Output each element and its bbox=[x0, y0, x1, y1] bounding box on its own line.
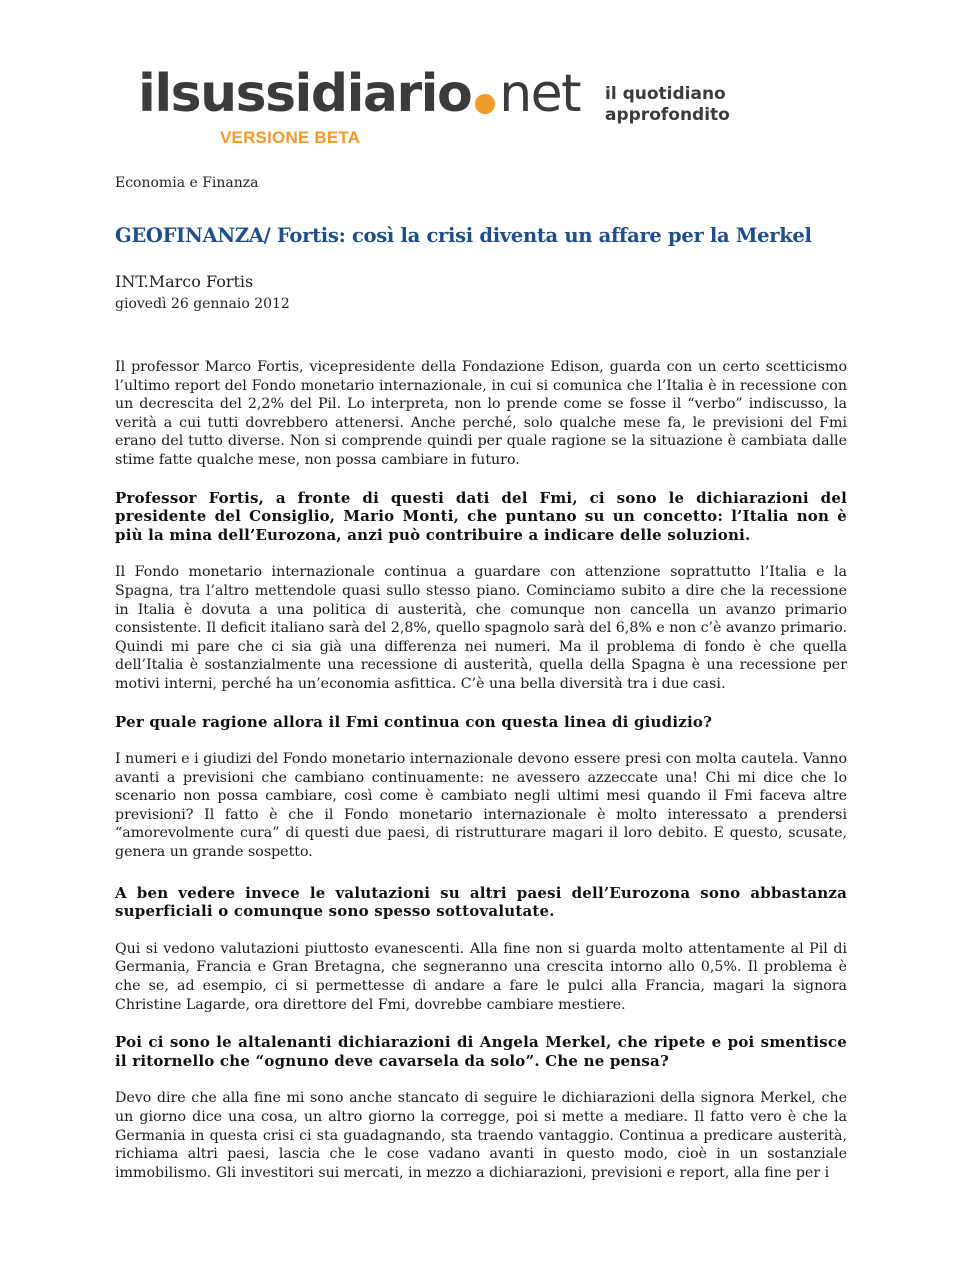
article-date: giovedì 26 gennaio 2012 bbox=[115, 296, 290, 312]
article-paragraph: Qui si vedono valutazioni piuttosto evanescenti. Alla fine non si guarda molto attentamente al Pil di Germania, Francia e Gran Bretagna, che segneranno una crescita intorno allo 0,5%. Il problema è che se, ad esempio, ci si permettesse di andare a fare le pulci alla Francia, magari la signora Christine Lagarde, ora direttore del Fmi, dovrebbe cambiare mestiere. bbox=[115, 940, 847, 1013]
article-paragraph: Il professor Marco Fortis, vicepresidente della Fondazione Edison, guarda con un certo scetticismo l’ultimo report del Fondo monetario internazionale, in cui si comunica che l’Italia è in recessione con un decrescita del 2,2% del Pil. Lo interpreta, non lo prende come se fosse il “verbo” indiscusso, la verità a cui tutti dovrebbero attenersi. Anche perché, solo qualche mese fa, le previsioni del Fmi erano del tutto diverse. Non si comprende quindi per quale ragione se la situazione è cambiata dalle stime fatte qualche mese, non possa cambiare in futuro. bbox=[115, 359, 847, 468]
interview-question: A ben vedere invece le valutazioni su altri paesi dell’Eurozona sono abbastanza superficiali o comunque sono spesso sottovalutate. bbox=[115, 883, 847, 921]
site-logo[interactable] bbox=[138, 64, 580, 124]
beta-label: VERSIONE BETA bbox=[220, 128, 361, 147]
article-paragraph: Devo dire che alla fine mi sono anche stancato di seguire le dichiarazioni della signora Merkel, che un giorno dice una cosa, un altro giorno la corregge, poi si mette a mediare. Il fatto vero è che la Germania in questa crisi ci sta guadagnando, sta traendo vantaggio. Continua a predicare austerità, richiama altri paesi, lascia che le cose vadano avanti in questo modo, cioè in un sostanziale immobilismo. Gli investitori sui mercati, in mezzo a dichiarazioni, previsioni e report, alla fine per i bbox=[115, 1090, 847, 1181]
article-author: INT.Marco Fortis bbox=[115, 272, 254, 291]
section-label: Economia e Finanza bbox=[115, 175, 259, 191]
article-headline: GEOFINANZA/ Fortis: così la crisi diventa un affare per la Merkel bbox=[115, 224, 812, 247]
masthead bbox=[0, 0, 960, 160]
article-body bbox=[115, 358, 847, 1182]
tagline-line-1: il quotidiano bbox=[605, 84, 726, 104]
logo-wordmark: ilsussidiario bbox=[138, 64, 472, 124]
tagline bbox=[605, 84, 730, 126]
article-paragraph: I numeri e i giudizi del Fondo monetario internazionale devono essere presi con molta cautela. Vanno avanti a previsioni che cambiano continuamente: ne avessero azzeccate una! Chi mi dice che lo scenario non possa cambiare, così come è cambiato negli ultimi mesi quando il Fmi faceva altre previsioni? Il fatto è che il Fondo monetario internazionale è molto interessato a prendersi “amorevolmente cura” di questi due paesi, di ristrutturare magari il loro debito. E questo, scusate, genera un grande sospetto. bbox=[115, 751, 847, 861]
tagline-line-2: approfondito bbox=[605, 105, 730, 125]
logo-dot-icon bbox=[475, 94, 495, 114]
logo-net: net bbox=[499, 64, 581, 124]
interview-question: Per quale ragione allora il Fmi continua con questa linea di giudizio? bbox=[115, 712, 713, 731]
interview-question: Poi ci sono le altalenanti dichiarazioni di Angela Merkel, che ripete e poi smentisce il ritornello che “ognuno deve cavarsela da solo”. Che ne pensa? bbox=[115, 1033, 847, 1070]
interview-question: Professor Fortis, a fronte di questi dati del Fmi, ci sono le dichiarazioni del presidente del Consiglio, Mario Monti, che puntano su un concetto: l’Italia non è più la mina dell’Eurozona, anzi può contribuire a indicare delle soluzioni. bbox=[115, 488, 847, 544]
article-paragraph: Il Fondo monetario internazionale continua a guardare con attenzione soprattutto l’Italia e la Spagna, tra l’altro mettendole quasi sullo stesso piano. Cominciamo subito a dire che la recessione in Italia è dovuta a una politica di austerità, che comunque non cancella un avanzo primario consistente. Il deficit italiano sarà del 2,8%, quello spagnolo sarà del 6,8% e non c’è avanzo primario. Quindi mi pare che ci sia già una differenza nei numeri. Ma il problema di fondo è che quella dell’Italia è sostanzialmente una recessione di austerità, quella della Spagna è una recessione per motivi interni, perché ha un’economia asfittica. C’è una bella diversità tra i due casi. bbox=[115, 564, 847, 692]
